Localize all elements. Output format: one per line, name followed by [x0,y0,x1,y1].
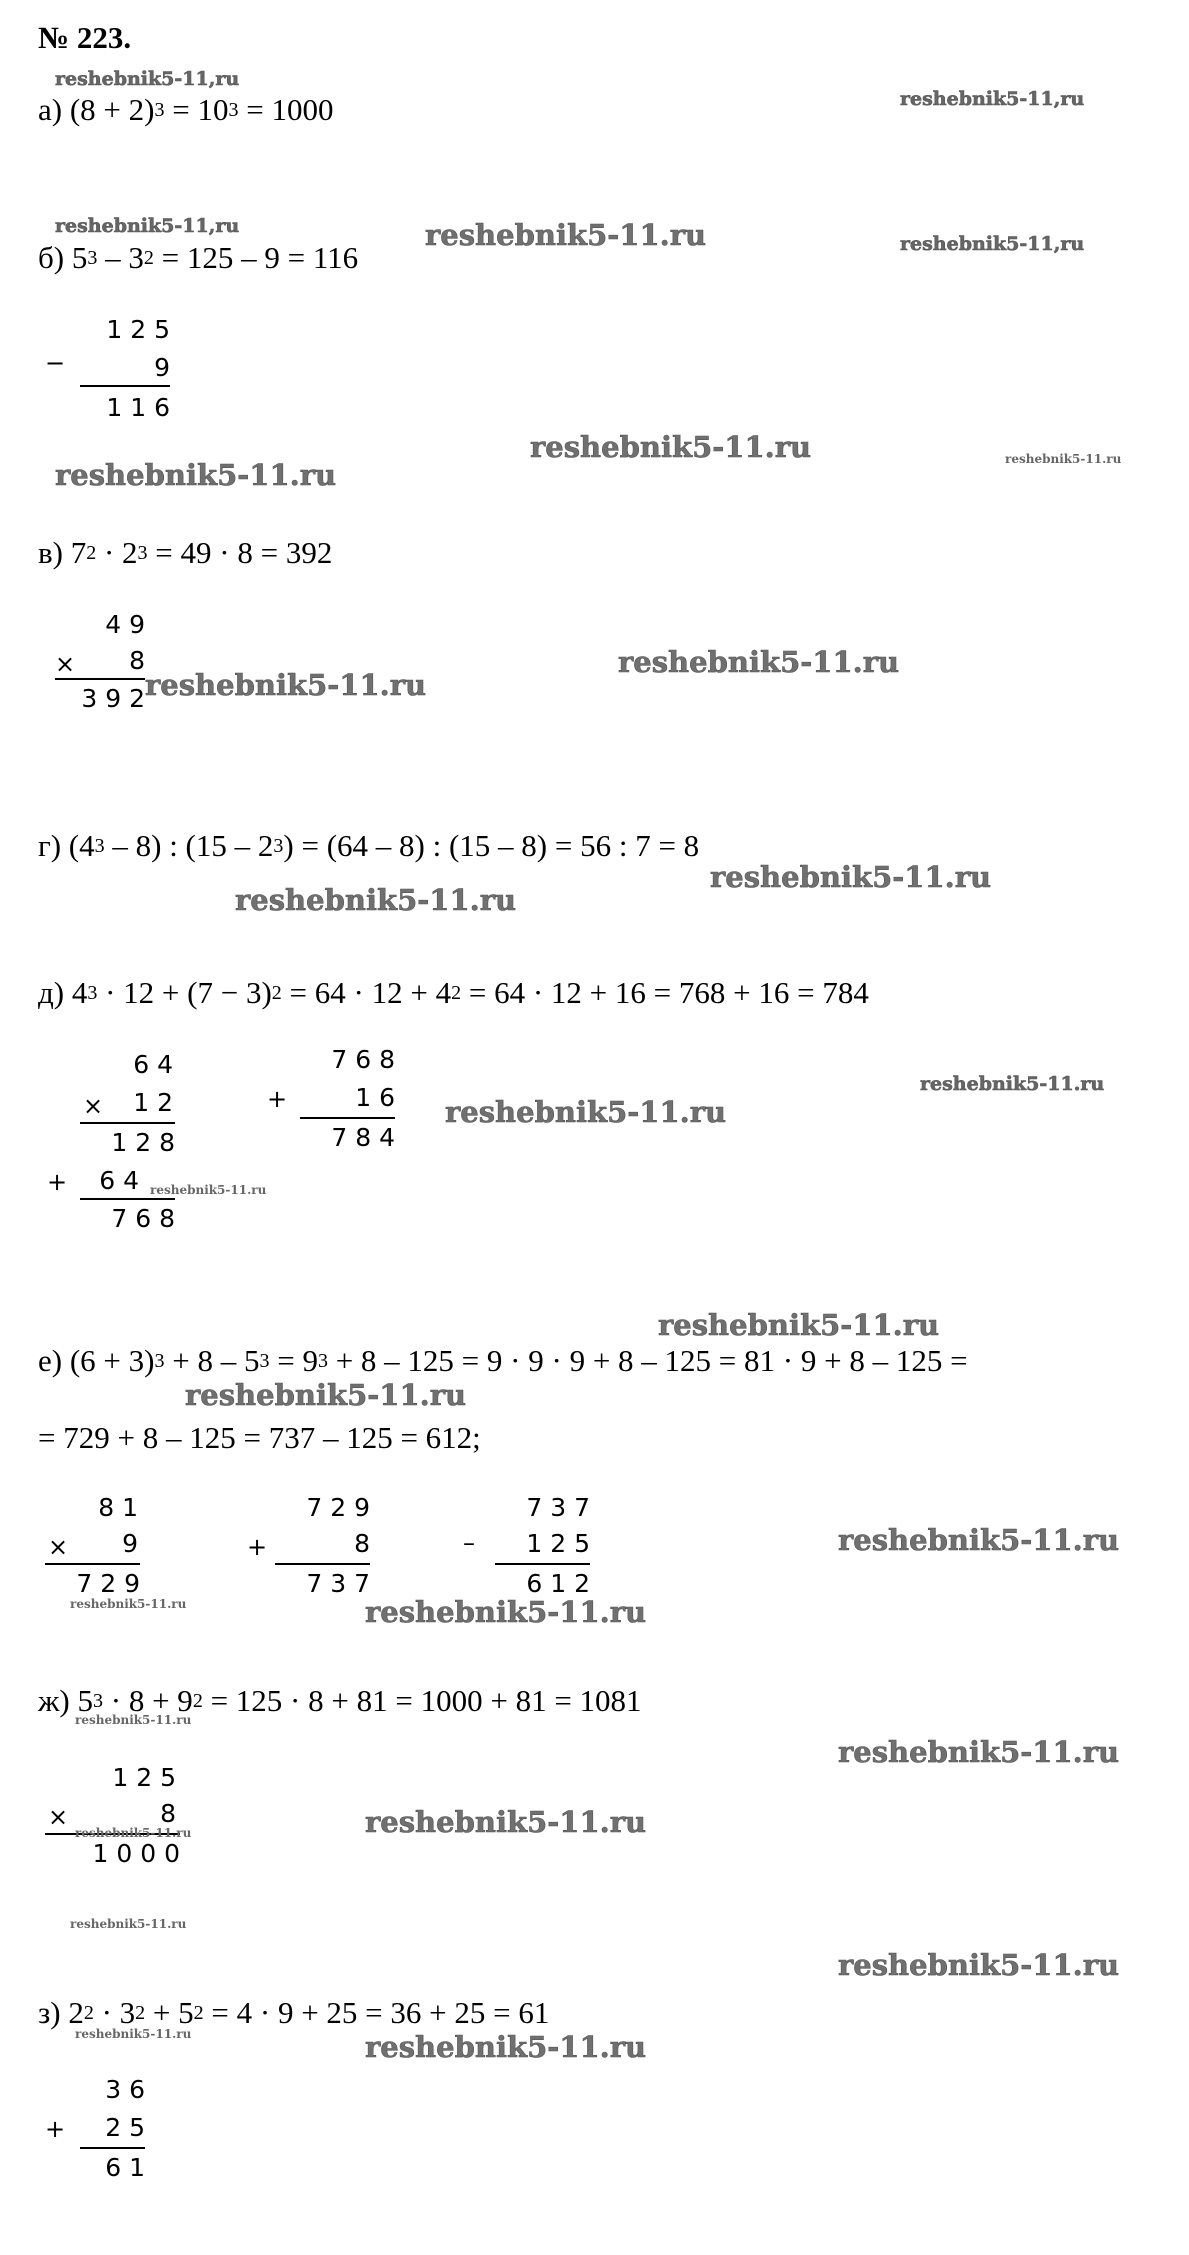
column-operator: + [267,1085,288,1113]
expr-text: (6 + 3) [69,1343,155,1378]
expr-text: = 64 · 12 + 16 = 768 + 16 = 784 [461,975,869,1010]
exponent: 2 [143,247,154,269]
exponent: 2 [83,2002,94,2024]
expr-text: 2 [68,1995,84,2030]
exponent: 3 [273,835,284,857]
column-top: 4 9 [105,610,145,639]
column-top: 3 6 [105,2075,145,2104]
column-operator: × [48,1803,69,1831]
expr-text: = 9 [269,1343,318,1378]
column-operator: + [247,1533,268,1561]
expr-text: = 10 [164,92,229,127]
column-bar [80,2147,145,2149]
watermark: reshebnik5-11.ru [145,668,427,702]
column-result: 7 8 4 [331,1123,395,1152]
column-top: 7 6 8 [331,1045,395,1074]
column-addition-z [45,2075,145,2185]
part-d-label: д) [38,975,65,1010]
expr-text: = 1000 [238,92,334,127]
expr-text: 7 [70,535,87,570]
watermark: reshebnik5-11.ru [530,430,812,464]
part-b [38,240,358,276]
column-result: 1 0 0 0 [92,1839,180,1868]
column-partial: 6 4 [99,1166,139,1195]
column-top: 1 2 5 [106,315,170,344]
column-middle: 8 [129,646,145,675]
column-middle: 9 [122,1529,138,1558]
watermark: reshebnik5-11.ru [235,883,517,917]
part-z [38,1995,549,2031]
column-middle: 1 6 [355,1083,395,1112]
watermark: reshebnik5-11.ru [838,1523,1120,1557]
column-operator: + [47,1168,68,1196]
column-multiplication-e [45,1493,140,1603]
column-middle: 1 2 [133,1088,173,1117]
column-subtraction-b [45,315,170,425]
column-result: 3 9 2 [81,684,145,713]
watermark: reshebnik5-11,ru [55,68,240,90]
exponent: 3 [93,1690,103,1712]
expr-text: ) = (64 – 8) : (15 – 8) = 56 : 7 = 8 [283,828,700,863]
watermark: reshebnik5-11.ru [365,1595,647,1629]
column-middle: 8 [160,1799,176,1828]
exponent: 2 [86,542,97,564]
part-z-label: з) [38,1995,61,2030]
watermark: reshebnik5-11.ru [150,1183,267,1197]
watermark: reshebnik5-11.ru [365,1805,647,1839]
column-top: 7 2 9 [306,1493,370,1522]
column-multiplication-v [55,610,145,720]
column-top: 1 2 5 [112,1763,176,1792]
column-addition-d [267,1045,395,1155]
expr-text: = 125 – 9 = 116 [153,240,359,275]
expr-text: 5 [71,240,88,275]
part-d [38,975,869,1011]
column-multiplication-d [47,1050,175,1240]
expr-text: – 3 [97,240,144,275]
watermark: reshebnik5-11.ru [920,1073,1105,1095]
expr-text: – 8) : (15 – 2 [104,828,274,863]
exponent: 2 [451,982,462,1004]
watermark: reshebnik5-11.ru [445,1095,727,1129]
exponent: 3 [259,1350,270,1372]
watermark: reshebnik5-11.ru [618,645,900,679]
column-top: 8 1 [98,1493,138,1522]
column-subtraction-e [463,1493,590,1603]
expr-text: + 8 – 125 = 9 · 9 · 9 + 8 – 125 = 81 · 9 + 8 – 125 = [327,1343,968,1378]
expr-text: · 3 [93,1995,136,2030]
column-bar [300,1117,395,1119]
column-result: 7 6 8 [111,1204,175,1233]
exponent: 2 [135,2002,146,2024]
watermark: reshebnik5-11,ru [55,215,240,237]
exponent: 3 [154,99,165,121]
exponent: 3 [94,835,105,857]
column-bar [45,1563,140,1565]
watermark: reshebnik5-11.ru [838,1948,1120,1982]
column-operator: + [45,2115,66,2143]
part-g-label: г) [38,828,62,863]
expr-text: 4 [71,975,88,1010]
watermark: reshebnik5-11.ru [75,1826,192,1840]
column-operator: – [463,1529,475,1557]
exponent: 3 [87,247,98,269]
column-bar [80,1122,175,1124]
exponent: 3 [317,1350,328,1372]
part-v-label: в) [38,535,63,570]
exponent: 2 [192,1690,203,1712]
part-e-line2: = 729 + 8 – 125 = 737 – 125 = 612; [38,1420,481,1455]
problem-number: № 223. [38,20,132,55]
exponent: 2 [193,2002,204,2024]
column-operator: − [45,349,66,377]
column-bar [80,385,170,387]
column-partial: 1 2 8 [111,1128,175,1157]
exponent: 2 [271,982,282,1004]
part-b-label: б) [38,240,65,275]
expr-text: = 64 · 12 + 4 [281,975,452,1010]
expr-text: + 5 [145,1995,194,2030]
watermark: reshebnik5-11.ru [1005,452,1122,466]
exponent: 3 [87,982,98,1004]
column-result: 6 1 2 [526,1569,590,1598]
column-middle: 9 [154,353,170,382]
expr-text: · 8 + 9 [103,1683,193,1718]
column-operator: × [55,650,76,678]
expr-text: + 8 – 5 [164,1343,260,1378]
column-operator: × [83,1092,104,1120]
column-addition-e [247,1493,370,1603]
column-bar [275,1563,370,1565]
part-g [38,828,699,864]
expr-text: · 12 + (7 − 3) [97,975,272,1010]
expr-text: (4 [68,828,95,863]
expr-text: = 4 · 9 + 25 = 36 + 25 = 61 [203,1995,550,2030]
watermark: reshebnik5-11.ru [365,2030,647,2064]
column-top: 6 4 [133,1050,173,1079]
watermark: reshebnik5-11.ru [70,1597,187,1611]
column-multiplication-zh [45,1763,180,1873]
watermark: reshebnik5-11.ru [75,1713,192,1727]
expr-text: · 2 [96,535,138,570]
exponent: 3 [228,99,239,121]
part-e-label: е) [38,1343,63,1378]
column-middle: 2 5 [105,2113,145,2142]
watermark: reshebnik5-11,ru [900,233,1085,255]
watermark: reshebnik5-11.ru [710,860,992,894]
watermark: reshebnik5-11.ru [425,218,707,252]
expr-text: (8 + 2) [69,92,155,127]
watermark: reshebnik5-11.ru [70,1917,187,1931]
column-result: 6 1 [105,2153,145,2182]
part-e-line1 [38,1343,968,1379]
part-zh-label: ж) [38,1683,70,1718]
column-result: 7 2 9 [76,1569,140,1598]
column-middle: 8 [354,1529,370,1558]
column-middle: 1 2 5 [526,1529,590,1558]
column-result: 7 3 7 [306,1569,370,1598]
watermark: reshebnik5-11.ru [185,1378,467,1412]
watermark: reshebnik5-11,ru [900,88,1085,110]
watermark: reshebnik5-11.ru [55,458,337,492]
expr-text: = 49 · 8 = 392 [147,535,333,570]
part-v [38,535,332,571]
part-a [38,92,333,128]
column-bar [55,678,145,680]
column-result: 1 1 6 [106,393,170,422]
part-a-label: а) [38,92,63,127]
watermark: reshebnik5-11.ru [75,2027,192,2041]
expr-text: 5 [77,1683,93,1718]
exponent: 3 [137,542,148,564]
exponent: 3 [154,1350,165,1372]
watermark: reshebnik5-11.ru [658,1308,940,1342]
column-bar [80,1198,175,1200]
watermark: reshebnik5-11.ru [838,1735,1120,1769]
column-bar [495,1563,590,1565]
expr-text: = 125 · 8 + 81 = 1000 + 81 = 1081 [202,1683,642,1718]
column-top: 7 3 7 [526,1493,590,1522]
column-operator: × [48,1533,69,1561]
